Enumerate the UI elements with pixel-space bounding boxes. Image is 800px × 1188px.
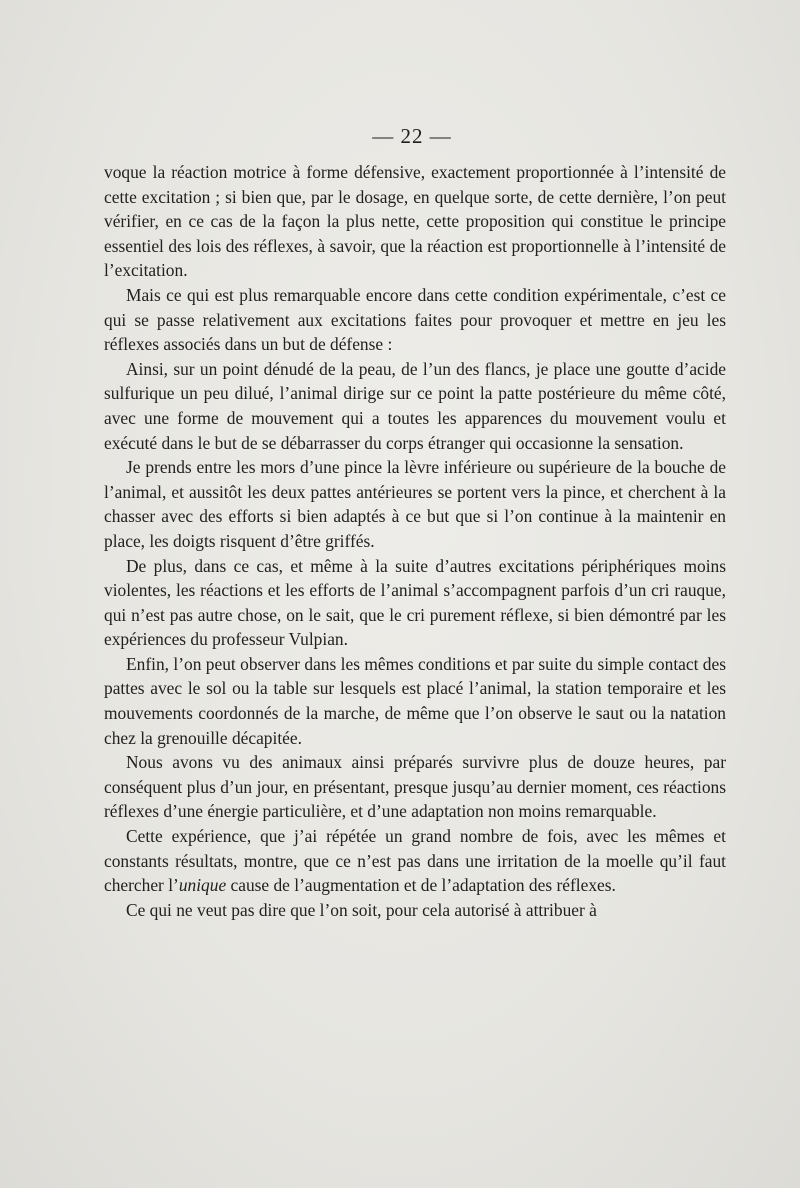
paragraph-7: Nous avons vu des animaux ainsi préparés survivre plus de douze heures, par conséquent plus d’un jour, en présentant, presque jusqu’au dernier moment, ces réactions réflexes d’une énergie particulière, et d’une adaptation non moins remarquable. [104,752,726,822]
body-text [104,160,726,922]
paragraph-4: Je prends entre les mors d’une pince la lèvre inférieure ou supérieure de la bouche de l’animal, et aussitôt les deux pattes antérieures se portent vers la pince, et cherchent à la chasser avec des efforts si bien adaptés à ce but que si l’on continue à la maintenir en place, les doigts risquent d’être griffés. [104,457,726,551]
paragraph-9: Ce qui ne veut pas dire que l’on soit, pour cela autorisé à attribuer à [126,899,597,920]
paragraph-1: voque la réaction motrice à forme défensive, exactement proportionnée à l’intensité de cette excitation ; si bien que, par le dosage, en quelque sorte, de cette dernière, l’on peut vérifier, en ce cas de la façon la plus nette, cette proposition qui constitue le principe essentiel des lois des réflexes, à savoir, que la réaction est proportionnelle à l’intensité de l’excitation. [104,162,726,281]
paragraph-8-emphasis: unique [178,875,227,896]
paragraph-8 [104,824,726,898]
paragraph-8-before: Cette expérience, que j’ai répétée un grand nombre de fois, avec les mêmes et constants résultats, montre, que ce n’est pas dans une irritation de la moelle qu’il faut chercher l’ [104,826,726,896]
paragraph-6: Enfin, l’on peut observer dans les mêmes conditions et par suite du simple contact des pattes avec le sol ou la table sur lesquels est placé l’animal, la station temporaire et les mouvements coordonnés de la marche, de même que l’on observe le saut ou la natation chez la grenouille décapitée. [104,653,726,748]
paragraph-2: Mais ce qui est plus remarquable encore dans cette condition expérimentale, c’est ce qui se passe relativement aux excitations faites pour provoquer et mettre en jeu les réflexes associés dans un but de défense : [104,284,726,355]
paragraph-3: Ainsi, sur un point dénudé de la peau, de l’un des flancs, je place une goutte d’acide sulfurique un peu dilué, l’animal dirige sur ce point la patte postérieure du même côté, avec une forme de mouvement qui a toutes les apparences du mouvement voulu et exécuté dans le but de se débarrasser du corps étranger qui occasionne la sensation. [104,358,726,453]
paragraph-5: De plus, dans ce cas, et même à la suite d’autres excitations périphériques moins violentes, les réactions et les efforts de l’animal s’accompagnent parfois d’un cri rauque, qui n’est pas autre chose, on le sait, que le cri purement réflexe, si bien démontré par les expériences du professeur Vulpian. [104,555,726,650]
paragraph-8-after: cause de l’augmentation et de l’adaptation des réflexes. [226,875,616,896]
page-number: — 22 — [372,124,452,148]
